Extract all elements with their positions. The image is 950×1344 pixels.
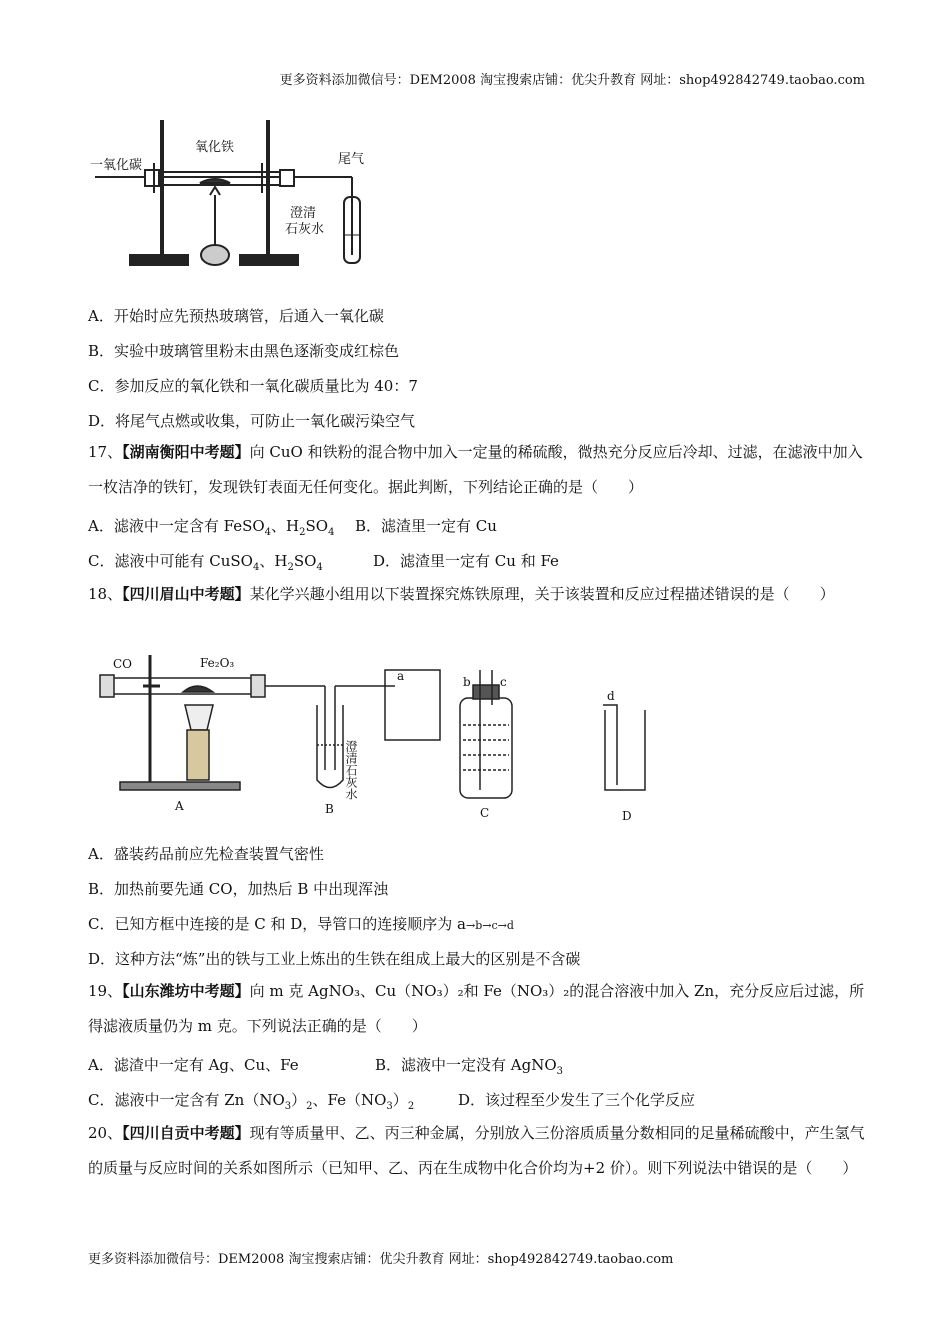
q17-source: 【湖南衡阳中考题】 xyxy=(122,443,250,461)
q19-text: 向 m 克 AgNO₃、Cu（NO₃）₂和 Fe（NO₃）₂的混合溶液中加入 Zn，充分反应后过滤，所得滤液质量仍为 m 克。下列说法正确的是（ ） xyxy=(88,982,865,1035)
label-a: a xyxy=(397,669,405,683)
q16-option-a: A．开始时应先预热玻璃管，后通入一氧化碳 xyxy=(88,307,384,325)
q19-stem xyxy=(88,974,868,1044)
label-c-port: c xyxy=(500,675,507,689)
label-b: b xyxy=(463,675,471,689)
q19-option-d: D．该过程至少发生了三个化学反应 xyxy=(458,1091,696,1109)
label-fe2o3: 氧化铁 xyxy=(195,140,235,155)
page-footer: 更多资料添加微信号：DEM2008 淘宝搜索店铺：优尖升教育 网址：shop492842749.taobao.com xyxy=(88,1252,674,1267)
q18-option-d: D．这种方法“炼”出的铁与工业上炼出的生铁在组成上最大的区别是不含碳 xyxy=(88,950,581,968)
q18-text: 某化学兴趣小组用以下装置探究炼铁原理，关于该装置和反应过程描述错误的是（ ） xyxy=(249,585,835,603)
label-tail-gas: 尾气 xyxy=(338,152,365,167)
q16-option-b: B．实验中玻璃管里粉末由黑色逐渐变成红棕色 xyxy=(88,342,400,360)
q17-option-d: D．滤渣里一定有 Cu 和 Fe xyxy=(373,552,559,570)
label-lime-1: 澄清 xyxy=(290,206,317,221)
q16-option-d: D．将尾气点燃或收集，可防止一氧化碳污染空气 xyxy=(88,412,416,430)
q17-number: 17、 xyxy=(88,443,123,461)
q17-option-b: B．滤渣里一定有 Cu xyxy=(355,517,497,535)
q17-option-a: A．滤液中一定含有 FeSO$_4$、$H_2SO_4$ xyxy=(88,517,335,538)
q18-option-a: A．盛装药品前应先检查装置气密性 xyxy=(88,845,324,863)
q18-source: 【四川眉山中考题】 xyxy=(122,585,250,603)
q18-option-b: B．加热前要先通 CO，加热后 B 中出现浑浊 xyxy=(88,880,389,898)
q18-stem xyxy=(88,577,868,612)
q19-option-c: C．滤液中一定含有 $Zn(NO_3)_2$、$Fe(NO_3)_2$ xyxy=(88,1091,415,1112)
iron-smelting-apparatus-figure xyxy=(95,650,675,830)
label-d-port: d xyxy=(607,689,615,703)
q19-option-a: A．滤渣中一定有 Ag、Cu、Fe xyxy=(88,1056,299,1074)
co-reduction-apparatus-figure xyxy=(90,115,380,275)
q19-source: 【山东潍坊中考题】 xyxy=(122,982,250,1000)
q18-option-c: C．已知方框中连接的是 C 和 D，导管口的连接顺序为 a→b→c→d xyxy=(88,915,514,933)
q17-text: 向 CuO 和铁粉的混合物中加入一定量的稀硫酸，微热充分反应后冷却、过滤，在滤液中加入一枚洁净的铁钉，发现铁钉表面无任何变化。据此判断，下列结论正确的是（ ） xyxy=(88,443,863,496)
label-fe2o3-fig2: Fe₂O₃ xyxy=(200,656,235,670)
label-apparatus-a: A xyxy=(175,799,184,813)
q19-number: 19、 xyxy=(88,982,123,1000)
q16-option-c: C．参加反应的氧化铁和一氧化碳质量比为 40：7 xyxy=(88,377,418,395)
label-apparatus-b: B xyxy=(325,802,334,816)
label-co: 一氧化碳 xyxy=(90,158,143,173)
q20-text: 现有等质量甲、乙、丙三种金属，分别放入三份溶质质量分数相同的足量稀硫酸中，产生氢气的质量与反应时间的关系如图所示（已知甲、乙、丙在生成物中化合价均为+2 价）。则下列说法中错误的是（ ） xyxy=(88,1124,865,1177)
q17-option-c: C．滤液中可能有 CuSO$_4$、$H_2SO_4$ xyxy=(88,552,323,573)
page-header: 更多资料添加微信号：DEM2008 淘宝搜索店铺：优尖升教育 网址：shop492842749.taobao.com xyxy=(279,73,865,88)
label-apparatus-c: C xyxy=(480,806,490,820)
q20-stem xyxy=(88,1116,868,1186)
q19-option-b: B．滤液中一定没有 AgNO$_3$ xyxy=(375,1056,564,1077)
q20-number: 20、 xyxy=(88,1124,123,1142)
q17-stem xyxy=(88,435,868,505)
label-lime-water: 澄清石灰水 xyxy=(344,740,358,800)
q20-source: 【四川自贡中考题】 xyxy=(122,1124,250,1142)
q18-number: 18、 xyxy=(88,585,123,603)
label-apparatus-d: D xyxy=(622,809,632,823)
label-lime-2: 石灰水 xyxy=(285,222,325,237)
label-co-inlet: CO xyxy=(113,657,133,671)
